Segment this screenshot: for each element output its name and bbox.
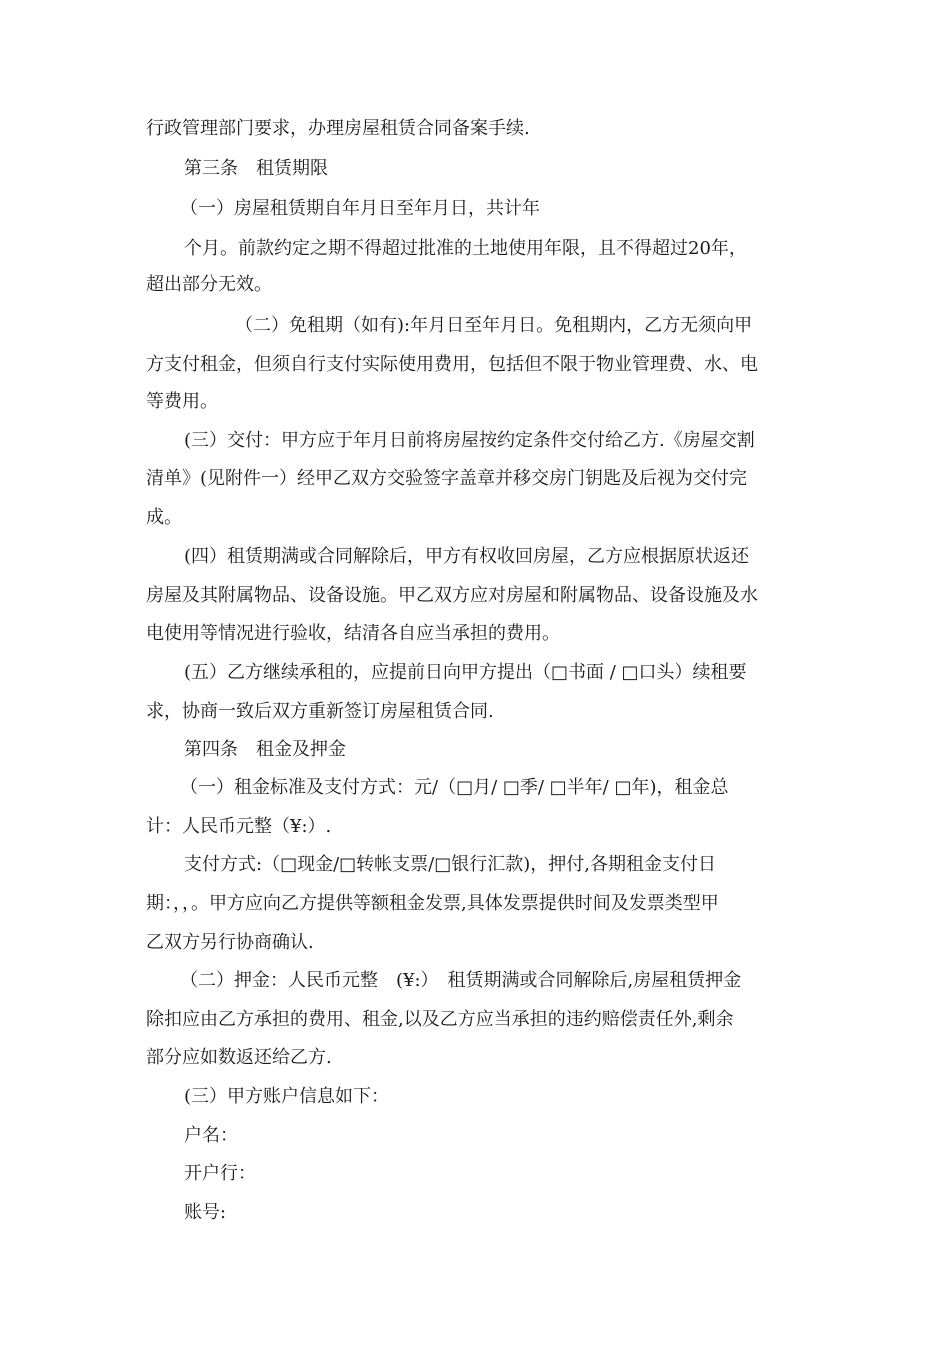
text-line: 成。 bbox=[146, 507, 182, 528]
text-line: 行政管理部门要求，办理房屋租赁合同备案手续. bbox=[146, 118, 530, 139]
text-line: （二）押金：人民币元整 (¥:） 租赁期满或合同解除后,房屋租赁押金 bbox=[180, 970, 742, 991]
text-line: (四）租赁期满或合同解除后，甲方有权收回房屋，乙方应根据原状返还 bbox=[184, 546, 750, 567]
text-line: (五）乙方继续承租的，应提前日向甲方提出（□书面 / □口头）续租要 bbox=[184, 662, 747, 683]
text-line: 方支付租金，但须自行支付实际使用费用，包括但不限于物业管理费、水、电 bbox=[146, 354, 758, 375]
text-line: 计：人民币元整（¥:）. bbox=[146, 816, 332, 837]
text-line: 等费用。 bbox=[146, 391, 218, 412]
text-line: （一）房屋租赁期自年月日至年月日，共计年 bbox=[180, 198, 540, 219]
text-line: 求，协商一致后双方重新签订房屋租赁合同. bbox=[146, 701, 494, 722]
text-line: 个月。前款约定之期不得超过批准的土地使用年限，且不得超过20年， bbox=[184, 238, 747, 259]
article-heading: 第三条 租赁期限 bbox=[184, 158, 328, 179]
text-line: 支付方式:（□现金/□转帐支票/□银行汇款)，押付,各期租金支付日 bbox=[184, 854, 716, 875]
text-line: 房屋及其附属物品、设备设施。甲乙双方应对房屋和附属物品、设备设施及水 bbox=[146, 585, 758, 606]
text-line: （二）免租期（如有):年月日至年月日。免租期内，乙方无须向甲 bbox=[235, 315, 753, 336]
text-line: 除扣应由乙方承担的费用、租金,以及乙方应当承担的违约赔偿责任外,剩余 bbox=[146, 1009, 734, 1030]
account-number-label: 账号: bbox=[184, 1202, 227, 1223]
article-heading: 第四条 租金及押金 bbox=[184, 739, 346, 760]
text-line: 清单》(见附件一）经甲乙双方交验签字盖章并移交房门钥匙及后视为交付完 bbox=[146, 468, 748, 489]
text-line: 乙双方另行协商确认. bbox=[146, 932, 314, 953]
text-line: 电使用等情况进行验收，结清各自应当承担的费用。 bbox=[146, 623, 560, 644]
text-line: （一）租金标准及支付方式：元/（□月/ □季/ □半年/ □年)，租金总 bbox=[180, 777, 729, 798]
text-line: 超出部分无效。 bbox=[146, 274, 272, 295]
bank-label: 开户行： bbox=[184, 1163, 256, 1184]
text-line: 期：，，。甲方应向乙方提供等额租金发票,具体发票提供时间及发票类型甲 bbox=[146, 893, 719, 914]
text-line: (三）交付：甲方应于年月日前将房屋按约定条件交付给乙方.《房屋交割 bbox=[184, 430, 755, 451]
text-line: 部分应如数返还给乙方. bbox=[146, 1047, 332, 1068]
text-line: (三）甲方账户信息如下： bbox=[184, 1086, 390, 1107]
account-name-label: 户名： bbox=[184, 1125, 238, 1146]
